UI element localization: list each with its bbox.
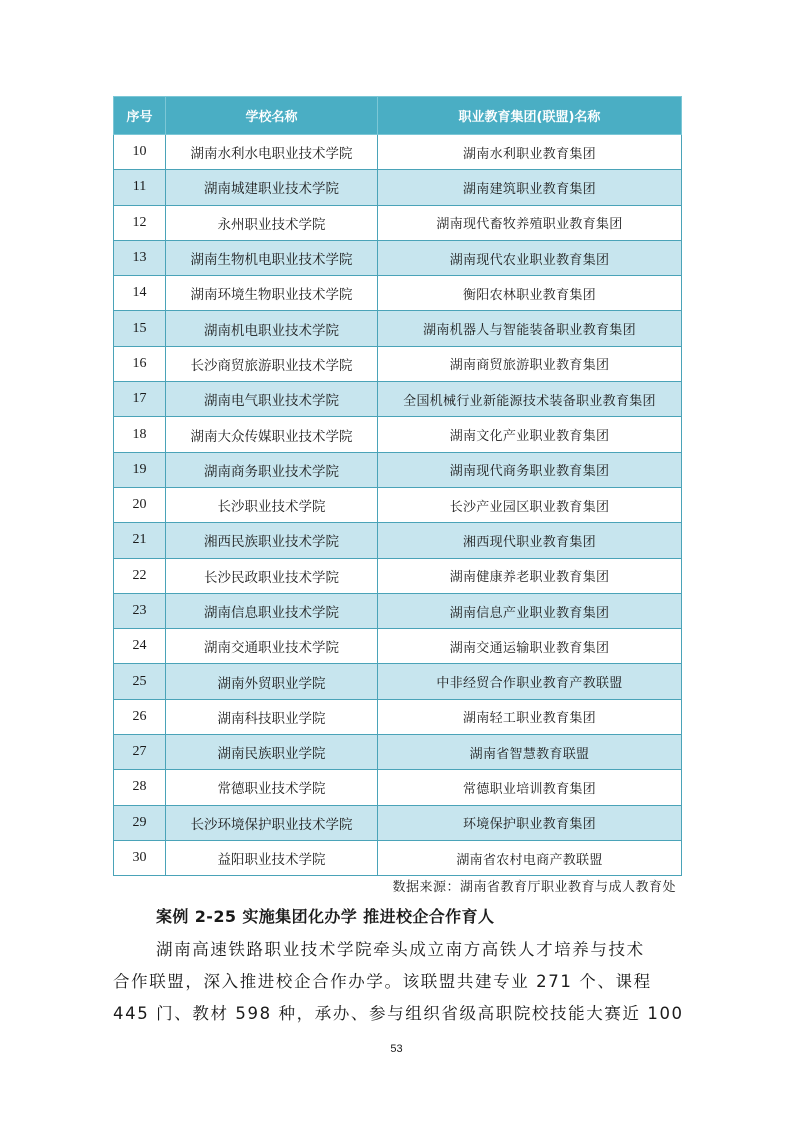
cell-group-name: 衡阳农林职业教育集团 xyxy=(378,276,682,311)
paragraph-line: 合作联盟，深入推进校企合作办学。该联盟共建专业 271 个、课程 xyxy=(113,972,652,991)
cell-index: 16 xyxy=(114,346,166,381)
cell-index: 14 xyxy=(114,276,166,311)
cell-group-name: 长沙产业园区职业教育集团 xyxy=(378,487,682,522)
cell-group-name: 湖南省智慧教育联盟 xyxy=(378,735,682,770)
cell-group-name: 湖南轻工职业教育集团 xyxy=(378,699,682,734)
cell-group-name: 湖南信息产业职业教育集团 xyxy=(378,593,682,628)
cell-index: 10 xyxy=(114,135,166,170)
cell-school-name: 湖南城建职业技术学院 xyxy=(166,170,378,205)
cell-group-name: 湖南机器人与智能装备职业教育集团 xyxy=(378,311,682,346)
cell-group-name: 湖南水利职业教育集团 xyxy=(378,135,682,170)
table-header-row xyxy=(114,97,682,135)
header-group-name: 职业教育集团(联盟)名称 xyxy=(378,97,682,135)
cell-school-name: 湖南生物机电职业技术学院 xyxy=(166,240,378,275)
cell-index: 30 xyxy=(114,840,166,875)
cell-school-name: 湖南电气职业技术学院 xyxy=(166,382,378,417)
cell-index: 13 xyxy=(114,240,166,275)
cell-school-name: 湖南环境生物职业技术学院 xyxy=(166,276,378,311)
cell-group-name: 湖南商贸旅游职业教育集团 xyxy=(378,346,682,381)
cell-group-name: 湖南现代商务职业教育集团 xyxy=(378,452,682,487)
table-row xyxy=(114,417,682,452)
cell-index: 24 xyxy=(114,629,166,664)
cell-school-name: 长沙环境保护职业技术学院 xyxy=(166,805,378,840)
cell-school-name: 湖南民族职业学院 xyxy=(166,735,378,770)
table-row xyxy=(114,276,682,311)
cell-index: 26 xyxy=(114,699,166,734)
cell-index: 23 xyxy=(114,593,166,628)
table-row xyxy=(114,240,682,275)
header-school-name: 学校名称 xyxy=(166,97,378,135)
table-row xyxy=(114,699,682,734)
table-row xyxy=(114,593,682,628)
cell-index: 11 xyxy=(114,170,166,205)
table-row xyxy=(114,135,682,170)
cell-index: 20 xyxy=(114,487,166,522)
cell-index: 17 xyxy=(114,382,166,417)
table-row xyxy=(114,805,682,840)
cell-group-name: 湖南健康养老职业教育集团 xyxy=(378,558,682,593)
table-body xyxy=(114,135,682,876)
table-row xyxy=(114,311,682,346)
cell-group-name: 湖南省农村电商产教联盟 xyxy=(378,840,682,875)
cell-school-name: 湖南交通职业技术学院 xyxy=(166,629,378,664)
cell-school-name: 长沙职业技术学院 xyxy=(166,487,378,522)
cell-school-name: 湘西民族职业技术学院 xyxy=(166,523,378,558)
cell-group-name: 中非经贸合作职业教育产教联盟 xyxy=(378,664,682,699)
cell-index: 12 xyxy=(114,205,166,240)
table-row xyxy=(114,629,682,664)
cell-index: 25 xyxy=(114,664,166,699)
table-row xyxy=(114,170,682,205)
page-number: 53 xyxy=(390,1043,403,1055)
paragraph-line: 445 门、教材 598 种，承办、参与组织省级高职院校技能大赛近 100 xyxy=(113,1004,684,1023)
cell-group-name: 湖南现代农业职业教育集团 xyxy=(378,240,682,275)
cell-index: 28 xyxy=(114,770,166,805)
cell-group-name: 湖南交通运输职业教育集团 xyxy=(378,629,682,664)
cell-school-name: 湖南商务职业技术学院 xyxy=(166,452,378,487)
cell-group-name: 湘西现代职业教育集团 xyxy=(378,523,682,558)
paragraph-line: 湖南高速铁路职业技术学院牵头成立南方高铁人才培养与技术 xyxy=(156,940,645,959)
cell-index: 19 xyxy=(114,452,166,487)
table-row xyxy=(114,452,682,487)
cell-group-name: 湖南建筑职业教育集团 xyxy=(378,170,682,205)
cell-index: 18 xyxy=(114,417,166,452)
cell-school-name: 永州职业技术学院 xyxy=(166,205,378,240)
table-row xyxy=(114,487,682,522)
cell-index: 29 xyxy=(114,805,166,840)
cell-index: 15 xyxy=(114,311,166,346)
table-row xyxy=(114,735,682,770)
vocational-group-table xyxy=(113,96,682,876)
cell-school-name: 长沙商贸旅游职业技术学院 xyxy=(166,346,378,381)
table-row xyxy=(114,205,682,240)
cell-group-name: 湖南现代畜牧养殖职业教育集团 xyxy=(378,205,682,240)
source-note: 数据来源：湖南省教育厅职业教育与成人教育处 xyxy=(392,880,676,895)
table-row xyxy=(114,523,682,558)
cell-school-name: 湖南水利水电职业技术学院 xyxy=(166,135,378,170)
cell-school-name: 长沙民政职业技术学院 xyxy=(166,558,378,593)
cell-group-name: 湖南文化产业职业教育集团 xyxy=(378,417,682,452)
cell-school-name: 湖南外贸职业学院 xyxy=(166,664,378,699)
table-row xyxy=(114,558,682,593)
cell-school-name: 湖南科技职业学院 xyxy=(166,699,378,734)
cell-index: 22 xyxy=(114,558,166,593)
case-heading: 案例 2-25 实施集团化办学 推进校企合作育人 xyxy=(156,907,495,926)
cell-group-name: 环境保护职业教育集团 xyxy=(378,805,682,840)
cell-school-name: 湖南大众传媒职业技术学院 xyxy=(166,417,378,452)
table-row xyxy=(114,840,682,875)
table-row xyxy=(114,382,682,417)
cell-school-name: 常德职业技术学院 xyxy=(166,770,378,805)
table-row xyxy=(114,346,682,381)
cell-school-name: 湖南机电职业技术学院 xyxy=(166,311,378,346)
cell-index: 27 xyxy=(114,735,166,770)
header-index: 序号 xyxy=(114,97,166,135)
cell-group-name: 常德职业培训教育集团 xyxy=(378,770,682,805)
cell-index: 21 xyxy=(114,523,166,558)
cell-school-name: 益阳职业技术学院 xyxy=(166,840,378,875)
cell-group-name: 全国机械行业新能源技术装备职业教育集团 xyxy=(378,382,682,417)
table-row xyxy=(114,770,682,805)
table-row xyxy=(114,664,682,699)
cell-school-name: 湖南信息职业技术学院 xyxy=(166,593,378,628)
